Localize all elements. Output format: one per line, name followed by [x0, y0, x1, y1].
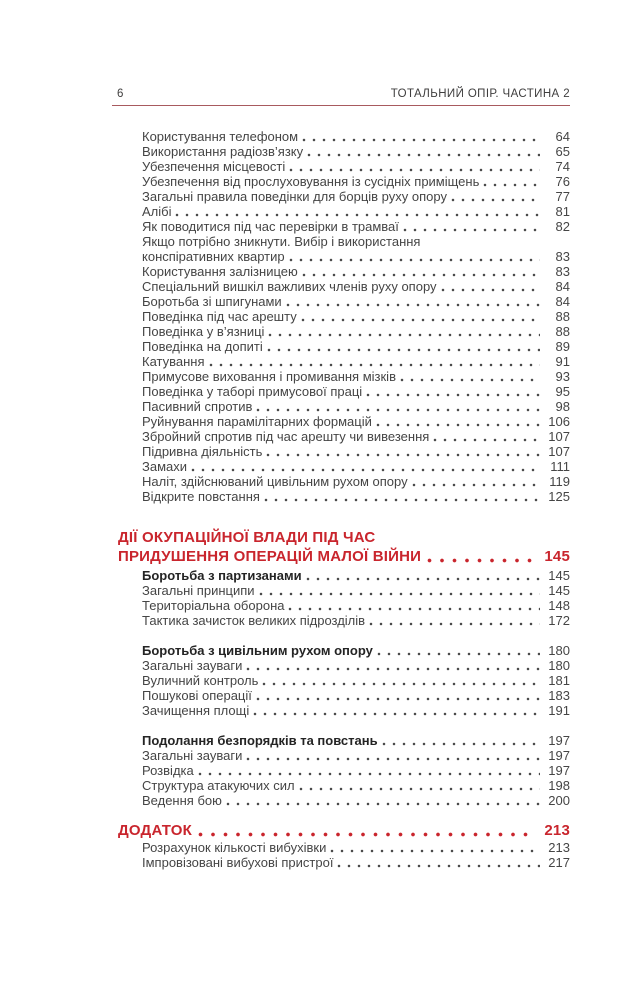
toc-entry-page: 107	[548, 429, 570, 444]
toc-row	[118, 733, 570, 748]
dot-leader	[382, 742, 540, 746]
toc-row	[118, 598, 570, 613]
dot-leader	[433, 438, 540, 442]
toc-entry-label: Загальні зауваги	[142, 748, 243, 763]
dot-leader	[246, 757, 540, 761]
toc-entry-page: 84	[555, 279, 570, 294]
toc-entry-page: 181	[548, 673, 570, 688]
toc-entry-page: 91	[555, 354, 570, 369]
toc-row	[118, 688, 570, 703]
dot-leader	[191, 468, 540, 472]
toc-row	[118, 474, 570, 489]
toc-entry-label: Поведінка у в’язниці	[142, 324, 265, 339]
toc-row	[118, 489, 570, 504]
dot-leader	[330, 849, 540, 853]
toc-row	[118, 399, 570, 414]
toc-entry-page: 77	[555, 189, 570, 204]
toc-entry-page: 95	[555, 384, 570, 399]
dot-leader	[289, 258, 540, 262]
toc-entry-page: 213	[544, 822, 570, 839]
toc-row	[118, 673, 570, 688]
toc-entry-label: Примусове виховання і промивання мізків	[142, 369, 396, 384]
dot-leader	[301, 318, 540, 322]
toc-row	[118, 643, 570, 658]
toc-row	[118, 159, 570, 174]
dot-leader	[267, 348, 540, 352]
dot-leader	[209, 363, 540, 367]
dot-leader	[262, 682, 540, 686]
dot-leader	[451, 198, 540, 202]
toc-row	[118, 444, 570, 459]
toc-row	[118, 249, 570, 264]
toc-entry-label: Катування	[142, 354, 205, 369]
toc-entry-page: 98	[555, 399, 570, 414]
toc-entry-label: Розвідка	[142, 763, 194, 778]
toc-row	[118, 174, 570, 189]
toc-row	[118, 703, 570, 718]
dot-leader	[441, 288, 540, 292]
dot-leader	[412, 483, 540, 487]
dot-leader	[302, 273, 540, 277]
dot-leader	[337, 864, 540, 868]
toc-entry-page: 65	[555, 144, 570, 159]
toc-entry-label: конспіративних квартир	[142, 249, 285, 264]
toc-entry-label: Якщо потрібно зникнути. Вибір і використання	[142, 234, 421, 249]
toc-row	[118, 583, 570, 598]
toc-entry-label: Вуличний контроль	[142, 673, 259, 688]
toc-entry-label: Користування телефоном	[142, 129, 299, 144]
toc-entry-label: Поведінка у таборі примусової праці	[142, 384, 363, 399]
toc-entry-label: ДІЇ ОКУПАЦІЙНОЇ ВЛАДИ ПІД ЧАС	[118, 529, 376, 546]
toc-entry-label: Тактика зачисток великих підрозділів	[142, 613, 366, 628]
toc-entry-label: Загальні правила поведінки для борців руху опору	[142, 189, 447, 204]
toc-entry-page: 107	[548, 444, 570, 459]
toc-entry-page: 119	[549, 474, 570, 489]
toc-entry-label: Відкрите повстання	[142, 489, 260, 504]
toc-entry-label: Убезпечення від прослуховування із сусідніх приміщень	[142, 174, 480, 189]
dot-leader	[226, 802, 540, 806]
toc-entry-page: 172	[548, 613, 570, 628]
toc-row	[118, 189, 570, 204]
toc-entry-label: Зачищення площі	[142, 703, 250, 718]
toc-entry-page: 74	[555, 159, 570, 174]
toc-entry-label: Як поводитися під час перевірки в трамваї	[142, 219, 399, 234]
toc-entry-page: 198	[548, 778, 570, 793]
dot-leader	[198, 772, 540, 776]
toc-row	[118, 339, 570, 354]
toc-entry-label: Територіальна оборона	[142, 598, 285, 613]
toc-entry-label: Розрахунок кількості вибухівки	[142, 840, 327, 855]
toc-entry-page: 83	[555, 249, 570, 264]
toc-entry-page: 84	[555, 294, 570, 309]
dot-leader	[306, 577, 540, 581]
toc-entry-label: Пасивний спротив	[142, 399, 253, 414]
dot-leader	[376, 423, 540, 427]
dot-leader	[288, 607, 540, 611]
toc-row	[118, 384, 570, 399]
toc-entry-page: 180	[548, 658, 570, 673]
toc-row	[118, 324, 570, 339]
dot-leader	[268, 333, 540, 337]
dot-leader	[259, 592, 540, 596]
toc-entry-page: 197	[548, 763, 570, 778]
toc-entry-page: 145	[548, 568, 570, 583]
dot-leader	[302, 138, 540, 142]
toc-row	[118, 793, 570, 808]
dot-leader	[483, 183, 540, 187]
dot-leader	[286, 303, 540, 307]
toc-entry-label: Спеціальний вишкіл важливих членів руху опору	[142, 279, 437, 294]
toc-entry-label: Використання радіозв’язку	[142, 144, 304, 159]
toc-entry-page: 197	[548, 748, 570, 763]
toc-entry-page: 180	[548, 643, 570, 658]
toc-entry-page: 148	[548, 598, 570, 613]
toc-entry-label: Боротьба зі шпигунами	[142, 294, 282, 309]
toc-row	[118, 840, 570, 855]
dot-leader	[400, 378, 540, 382]
toc-row	[118, 414, 570, 429]
dot-leader	[366, 393, 540, 397]
toc-entry-label: Імпровізовані вибухові пристрої	[142, 855, 334, 870]
toc-row	[118, 309, 570, 324]
toc-row	[118, 613, 570, 628]
toc-entry-page: 81	[555, 204, 570, 219]
dot-leader	[369, 622, 540, 626]
toc-entry-page: 217	[548, 855, 570, 870]
toc-row	[118, 294, 570, 309]
toc-entry-page: 145	[544, 548, 570, 565]
dot-leader	[246, 667, 540, 671]
toc-entry-page: 125	[548, 489, 570, 504]
toc-row	[118, 144, 570, 159]
toc-row	[118, 547, 570, 566]
toc-entry-label: ПРИДУШЕННЯ ОПЕРАЦІЙ МАЛОЇ ВІЙНИ	[118, 548, 422, 565]
toc-entry-page: 88	[555, 324, 570, 339]
toc-entry-label: Ведення бою	[142, 793, 222, 808]
toc-entry-page: 89	[555, 339, 570, 354]
dot-leader	[266, 453, 540, 457]
toc-row	[118, 369, 570, 384]
dot-leader	[427, 558, 536, 563]
dot-leader	[264, 498, 540, 502]
toc-entry-page: 64	[555, 129, 570, 144]
toc-entry-label: Боротьба з цивільним рухом опору	[142, 643, 373, 658]
toc-entry-label: Замахи	[142, 459, 188, 474]
toc-entry-page: 111	[550, 459, 570, 474]
toc-entry-page: 200	[548, 793, 570, 808]
toc-row	[118, 459, 570, 474]
toc-entry-page: 197	[548, 733, 570, 748]
dot-leader	[198, 832, 536, 837]
toc-entry-page: 76	[555, 174, 570, 189]
toc-entry-label: ДОДАТОК	[118, 822, 192, 839]
dot-leader	[256, 697, 540, 701]
toc-row	[118, 219, 570, 234]
toc-entry-page: 93	[555, 369, 570, 384]
dot-leader	[377, 652, 540, 656]
toc-row	[118, 568, 570, 583]
toc-row	[118, 778, 570, 793]
toc-row	[118, 855, 570, 870]
running-title: ТОТАЛЬНИЙ ОПІР. ЧАСТИНА 2	[390, 88, 570, 100]
toc-row	[118, 763, 570, 778]
toc-entry-label: Структура атакуючих сил	[142, 778, 295, 793]
toc-entry-label: Загальні зауваги	[142, 658, 243, 673]
page-number: 6	[117, 88, 124, 100]
toc-row	[118, 264, 570, 279]
toc-entry-label: Подолання безпорядків та повстань	[142, 733, 378, 748]
toc-row	[118, 528, 570, 547]
toc-entry-label: Загальні принципи	[142, 583, 255, 598]
dot-leader	[256, 408, 540, 412]
dot-leader	[403, 228, 540, 232]
page-header	[112, 88, 570, 106]
toc-entry-label: Поведінка під час арешту	[142, 309, 297, 324]
toc-row	[118, 204, 570, 219]
toc-row	[118, 279, 570, 294]
toc-entry-label: Поведінка на допиті	[142, 339, 263, 354]
toc-row	[118, 748, 570, 763]
toc-entry-label: Користування залізницею	[142, 264, 298, 279]
toc-entry-page: 83	[555, 264, 570, 279]
toc-list	[118, 129, 570, 870]
toc-entry-page: 191	[548, 703, 570, 718]
toc-entry-label: Наліт, здійснюваний цивільним рухом опору	[142, 474, 408, 489]
toc-entry-label: Алібі	[142, 204, 172, 219]
toc-entry-label: Підривна діяльність	[142, 444, 263, 459]
dot-leader	[175, 213, 540, 217]
dot-leader	[253, 712, 540, 716]
toc-row	[118, 354, 570, 369]
toc-row	[118, 658, 570, 673]
toc-row	[118, 429, 570, 444]
toc-entry-page: 145	[548, 583, 570, 598]
toc-entry-page: 183	[548, 688, 570, 703]
toc-row	[118, 129, 570, 144]
toc-entry-label: Боротьба з партизанами	[142, 568, 302, 583]
toc-entry-label: Збройний спротив під час арешту чи вивезення	[142, 429, 430, 444]
toc-entry-page: 106	[548, 414, 570, 429]
toc-entry-label: Руйнування парамілітарних формацій	[142, 414, 372, 429]
toc-row	[118, 821, 570, 840]
toc-entry-label: Убезпечення місцевості	[142, 159, 286, 174]
toc-entry-page: 82	[555, 219, 570, 234]
dot-leader	[289, 168, 540, 172]
toc-row	[118, 234, 570, 249]
toc-entry-label: Пошукові операції	[142, 688, 252, 703]
toc-entry-page: 213	[548, 840, 570, 855]
toc-entry-page: 88	[555, 309, 570, 324]
dot-leader	[307, 153, 540, 157]
dot-leader	[299, 787, 540, 791]
